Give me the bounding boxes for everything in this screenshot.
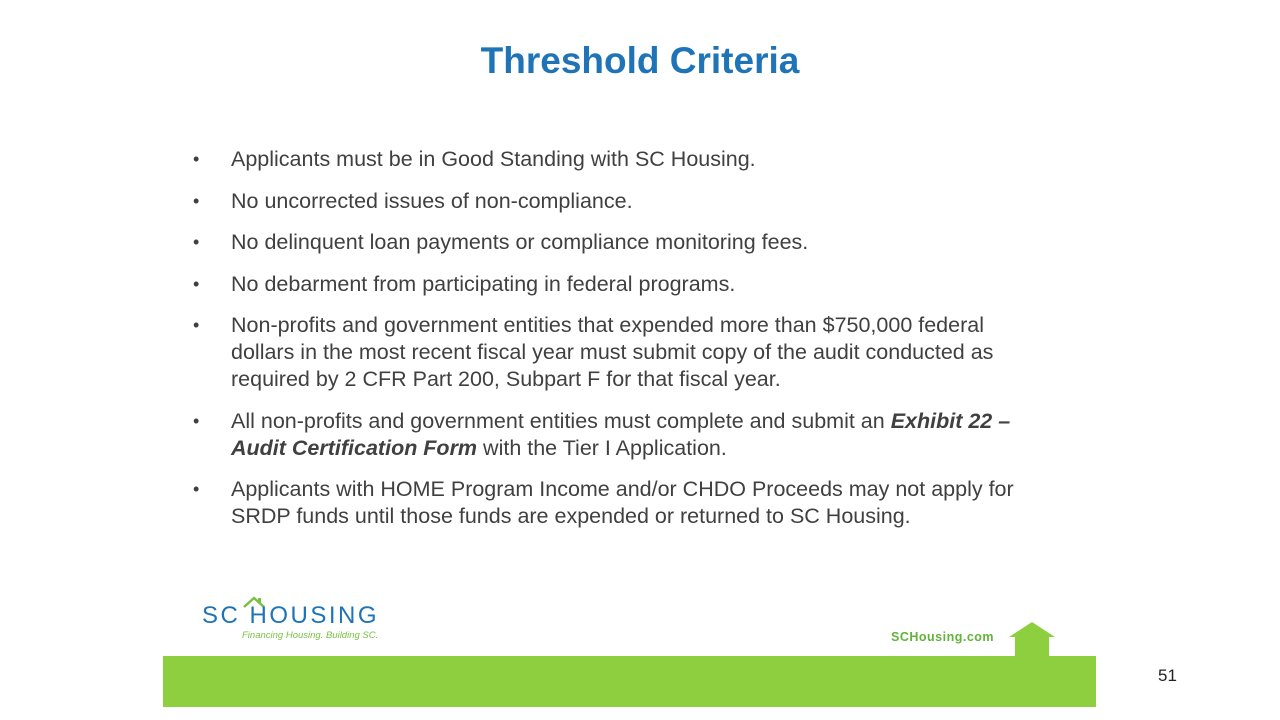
slide-title: Threshold Criteria — [480, 40, 800, 81]
bullet-marker: • — [193, 273, 200, 294]
bullet-marker: • — [193, 149, 200, 169]
bullet-marker: • — [193, 190, 200, 211]
bullet-item — [193, 476, 1053, 530]
bullet-item — [193, 188, 1053, 215]
bullet-item — [193, 146, 1053, 173]
bullet-item — [193, 312, 1053, 393]
bullet-list — [193, 146, 1053, 545]
logo-tagline: Financing Housing. Building SC. — [242, 630, 379, 641]
bullet-text-before: All non-profits and government entities must complete and submit an — [231, 408, 891, 433]
page-number: 51 — [1158, 666, 1177, 685]
house-icon — [1009, 621, 1055, 657]
bullet-text: Applicants must be in Good Standing with SC Housing. — [231, 147, 756, 171]
bullet-marker: • — [193, 479, 200, 499]
bullet-text: Applicants with HOME Program Income and/or CHDO Proceeds may not apply for SRDP funds until those funds are expended or returned to SC Housing. — [231, 477, 1014, 528]
bullet-text: No delinquent loan payments or compliance monitoring fees. — [231, 230, 809, 254]
bullet-marker: • — [193, 232, 200, 252]
bullet-item — [193, 408, 1053, 462]
website-link: SCHousing.com — [891, 630, 995, 644]
bullet-marker: • — [193, 315, 200, 335]
bullet-text-after: with the Tier I Application. — [477, 435, 727, 460]
exhibit-form-name: Exhibit 22 – Audit Certification Form — [231, 408, 1011, 460]
footer-bar — [163, 656, 1096, 707]
bullet-marker: • — [193, 410, 200, 431]
logo-wordmark: SC HOUSING — [202, 602, 380, 629]
bullet-item — [193, 229, 1053, 256]
bullet-text: No debarment from participating in federal programs. — [231, 271, 736, 296]
bullet-text: Non-profits and government entities that expended more than $750,000 federal dollars in the most recent fiscal year must submit copy of the audit conducted as required by 2 CFR Part 200, Subpart F for that fiscal year. — [231, 313, 994, 391]
bullet-text: No uncorrected issues of non-compliance. — [231, 188, 633, 213]
bullet-item — [193, 271, 1053, 298]
sc-housing-logo — [202, 596, 402, 646]
